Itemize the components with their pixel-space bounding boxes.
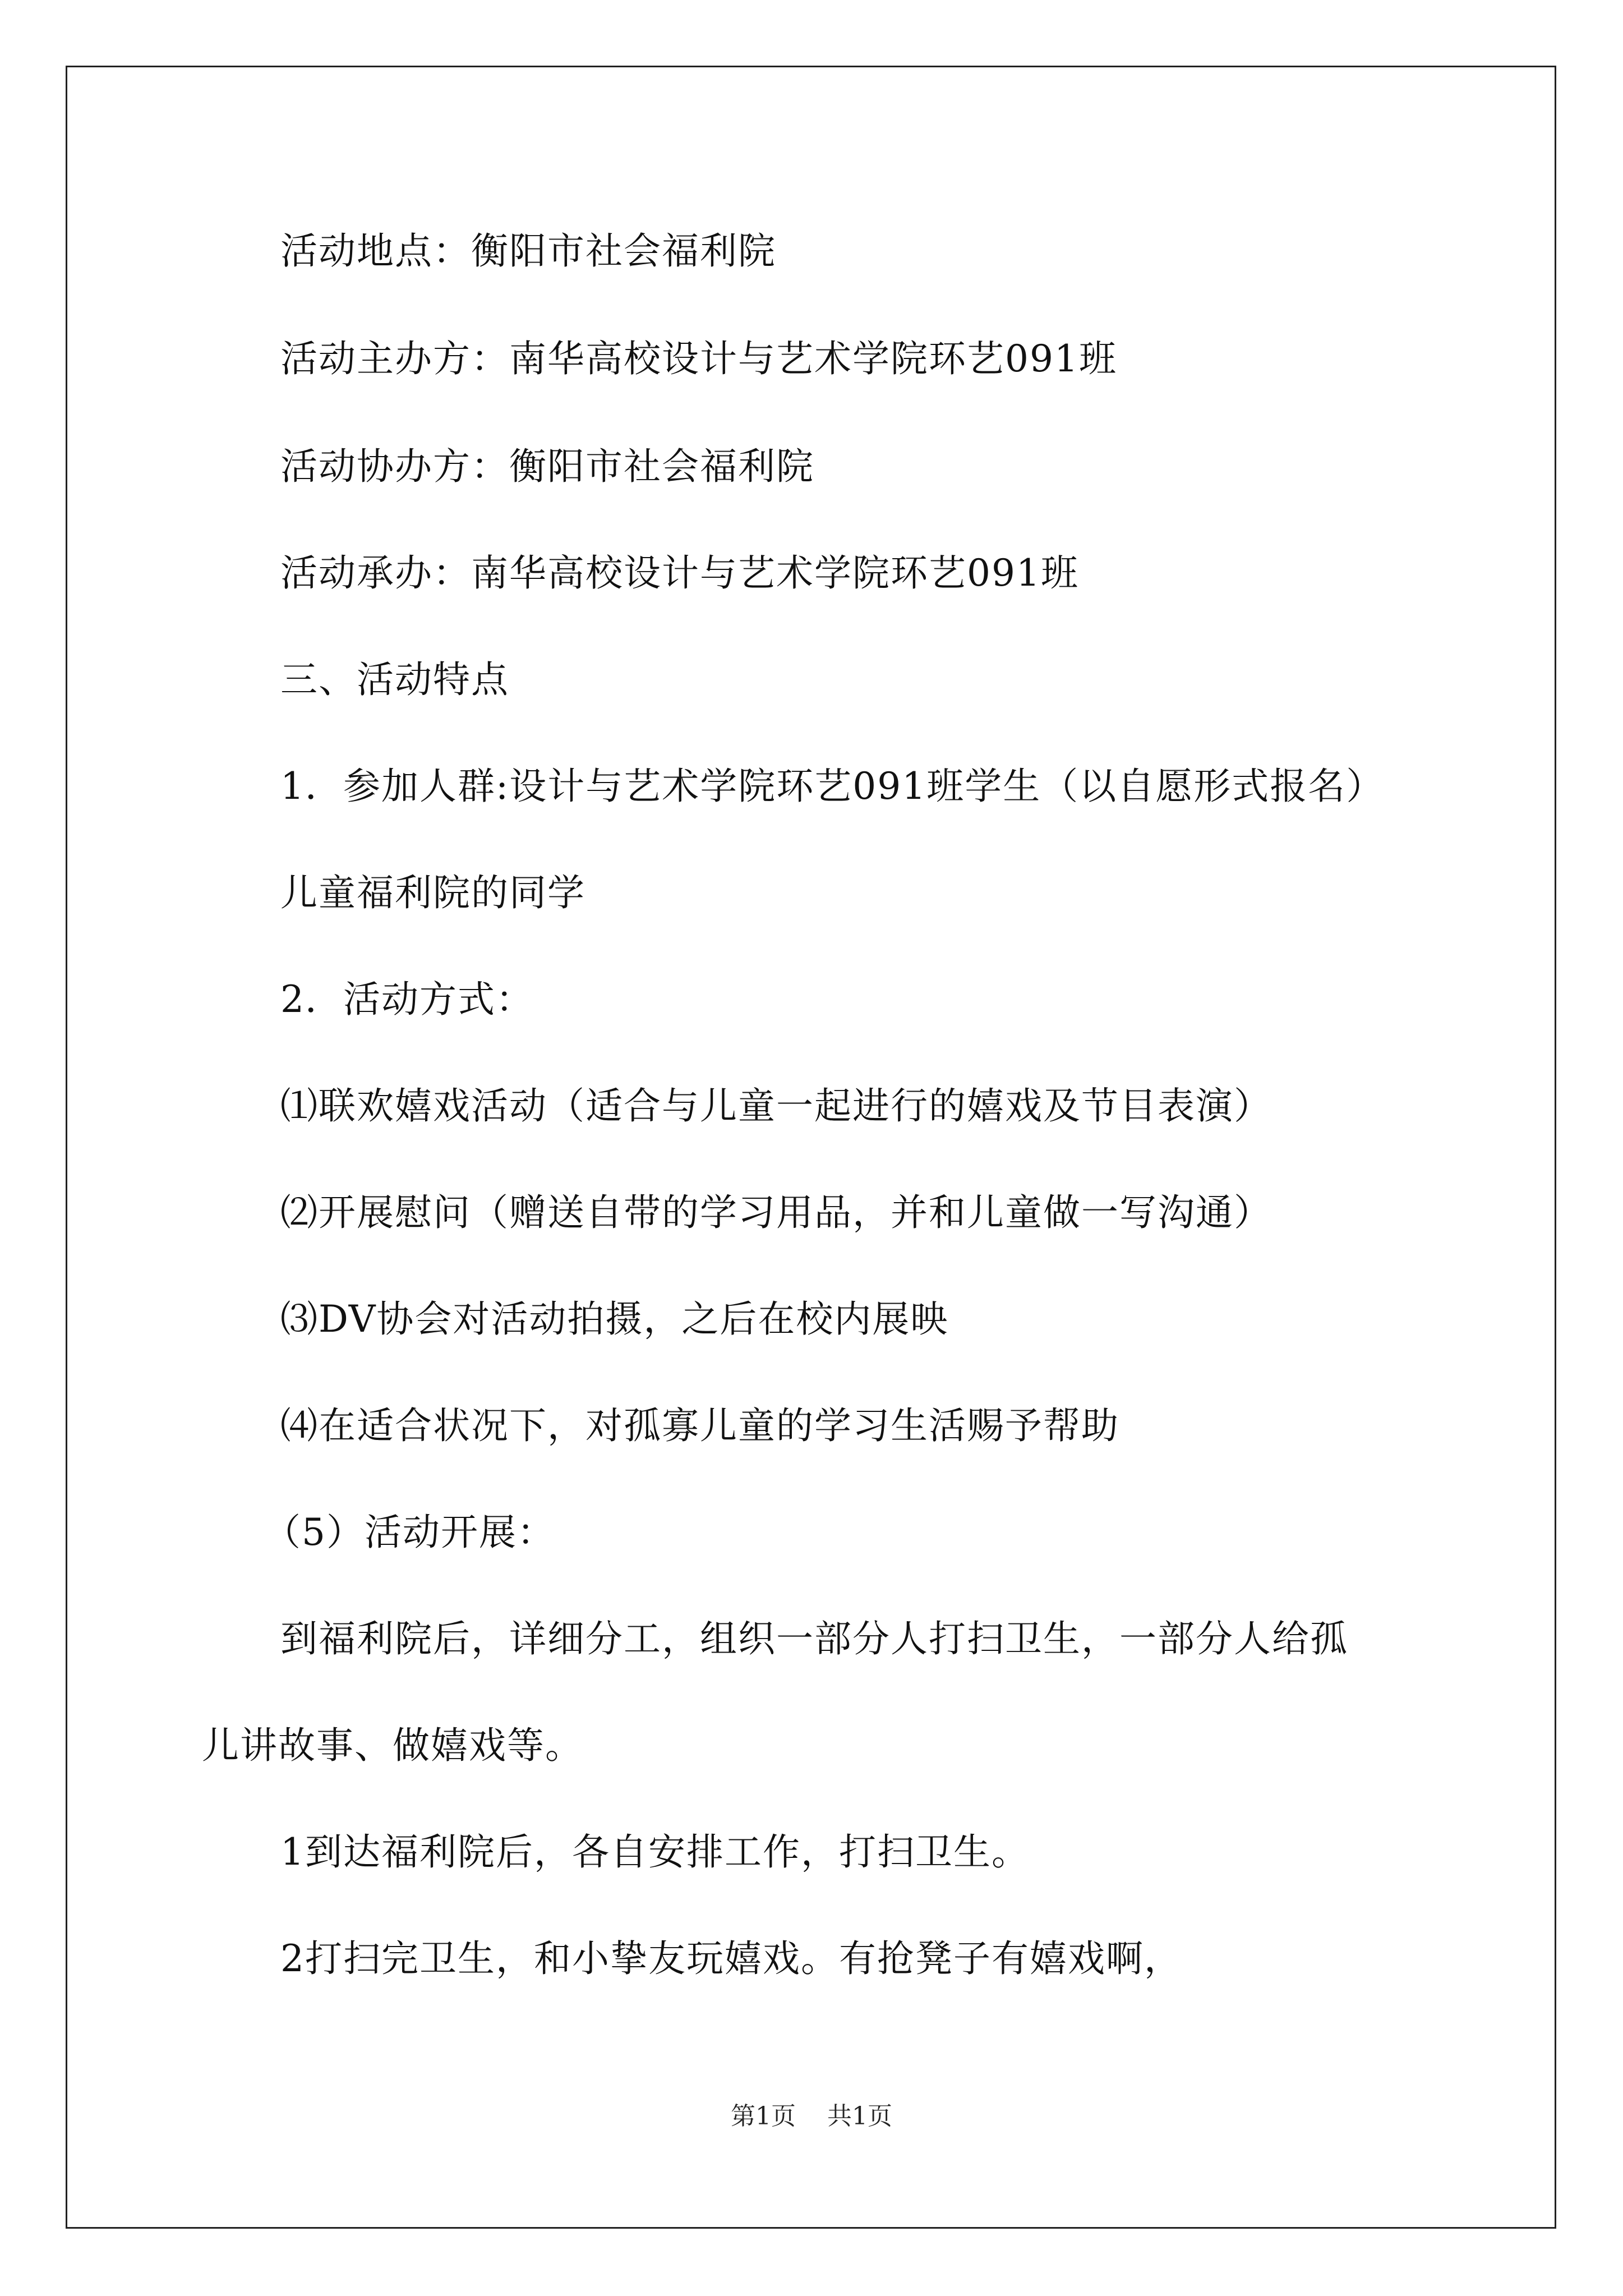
list-item-2: ⑵开展慰问（赠送自带的学习用品，并和儿童做一写沟通） [280,1191,1272,1234]
text-line-children: 儿童福利院的同学 [280,871,585,914]
text-line-step-2: 2打扫完卫生，和小挚友玩嬉戏。有抢凳子有嬉戏啊， [280,1937,1182,1980]
list-item-3: ⑶DV协会对活动拍摄，之后在校内展映 [280,1297,949,1341]
text-line-co-organizer: 活动协办方：衡阳市社会福利院 [280,445,814,488]
text-line-activity-method: 2．活动方式： [280,978,534,1021]
list-item-1: ⑴联欢嬉戏活动（适合与儿童一起进行的嬉戏及节目表演） [280,1084,1272,1128]
list-item-4: ⑷在适合状况下，对孤寡儿童的学习生活赐予帮助 [280,1404,1119,1447]
section-heading-features: 三、活动特点 [280,658,509,701]
page-number-footer: 第1页 共1页 [731,2102,892,2131]
text-line-step-1: 1到达福利院后，各自安排工作，打扫卫生。 [280,1830,1030,1874]
text-line-organizer: 活动主办方：南华高校设计与艺术学院环艺091班 [280,337,1117,380]
text-line-participants: 1．参加人群:设计与艺术学院环艺091班学生（以自愿形式报名） [280,765,1385,808]
page-border [66,66,1556,2229]
list-item-5: （5）活动开展： [264,1511,555,1554]
text-line-venue: 活动地点：衡阳市社会福利院 [280,229,776,273]
paragraph-line-1: 到福利院后，详细分工，组织一部分人打扫卫生，一部分人给孤 [280,1617,1348,1660]
paragraph-line-2: 儿讲故事、做嬉戏等。 [202,1724,583,1767]
text-line-undertaker: 活动承办：南华高校设计与艺术学院环艺091班 [280,551,1079,595]
